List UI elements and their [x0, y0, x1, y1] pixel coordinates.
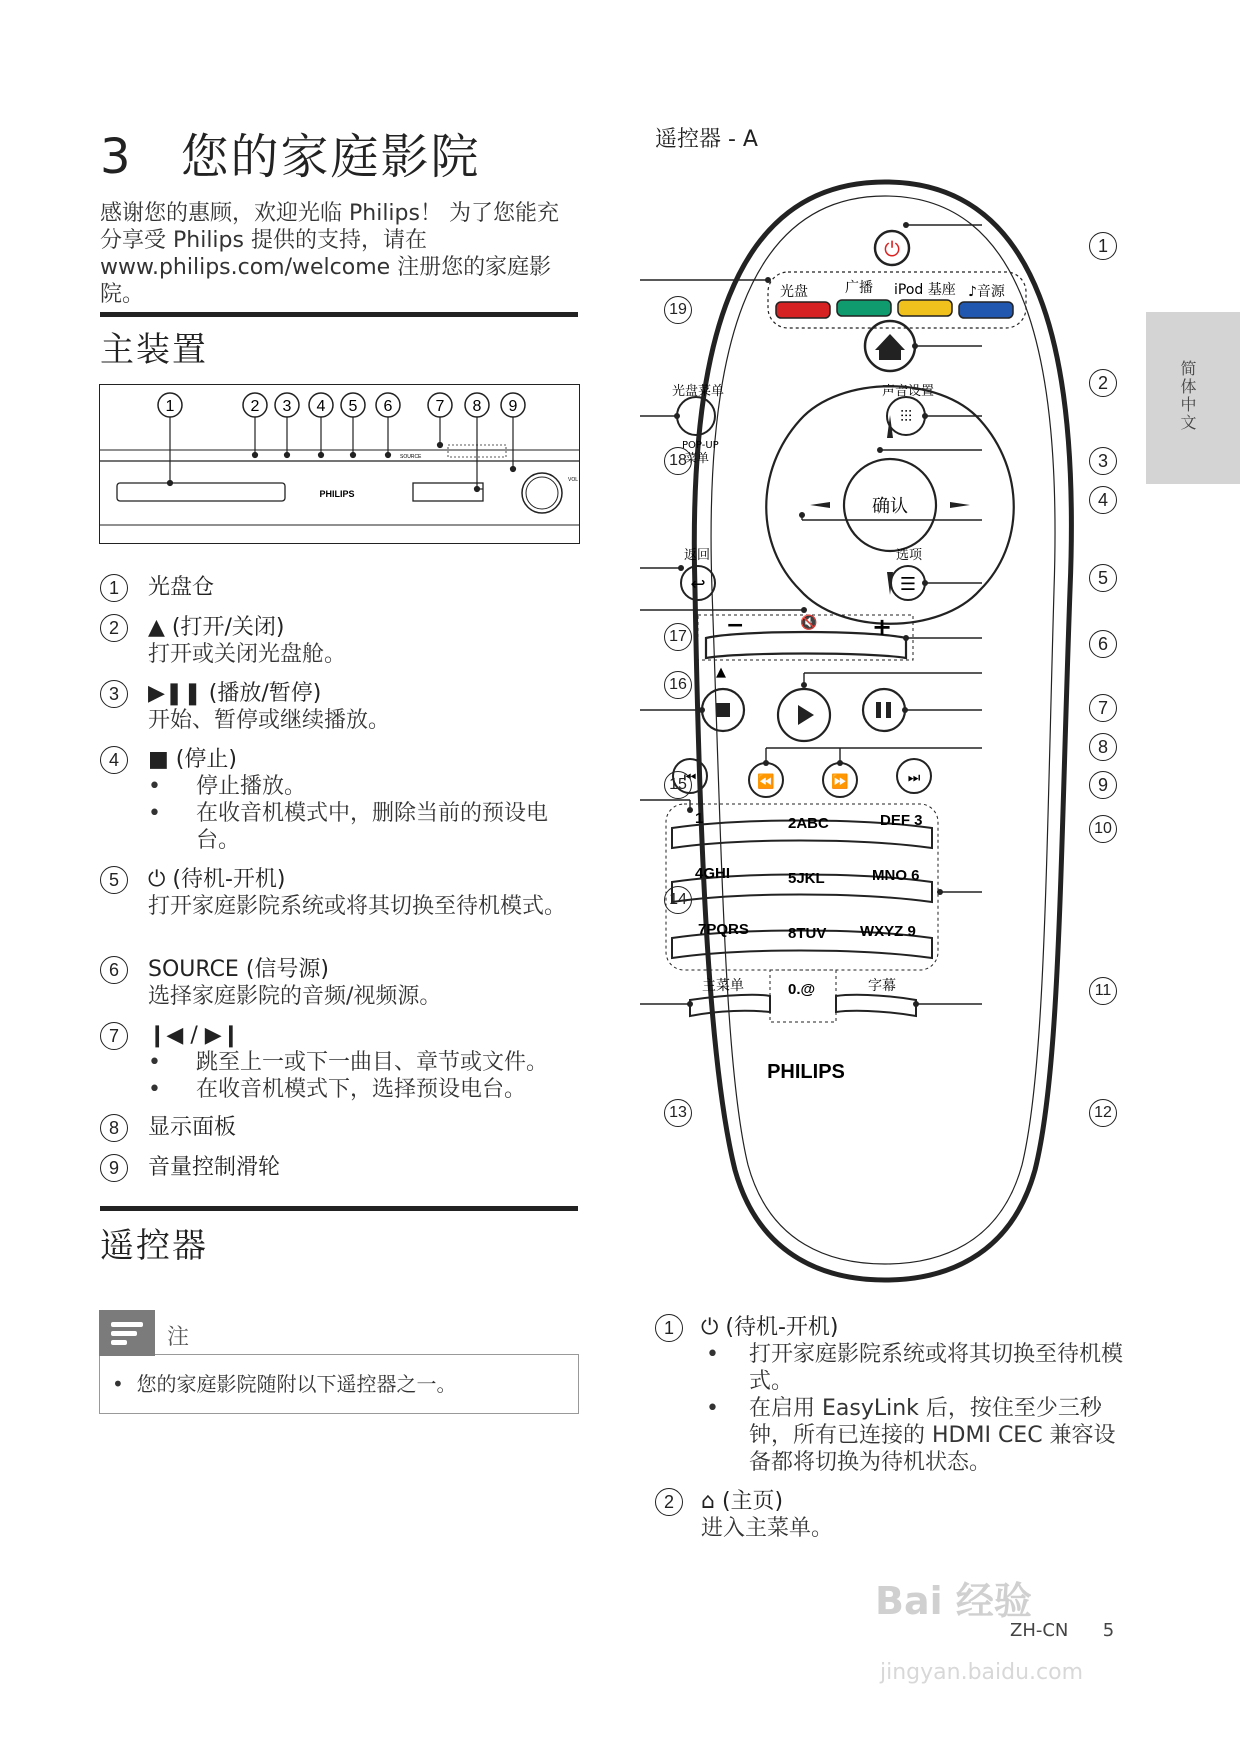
item-number: 9 [100, 1154, 128, 1182]
item-desc: 选择家庭影院的音频/视频源。 [148, 984, 442, 1009]
blue-button[interactable] [959, 302, 1013, 318]
key-6[interactable]: MNO 6 [872, 867, 920, 884]
callout-4: 4 [1089, 486, 1117, 514]
color-label-disc: 光盘 [780, 284, 808, 300]
callout-16: 16 [664, 671, 692, 699]
callout-5: 5 [1089, 564, 1117, 592]
callout-9: 9 [1089, 771, 1117, 799]
callout-19: 19 [664, 296, 692, 324]
footer-page: 5 [1102, 1620, 1115, 1641]
item-title: ▲ (打开/关闭) [148, 615, 285, 640]
volume-down-icon: − [726, 613, 745, 638]
stop-icon [716, 703, 730, 717]
page-footer [1010, 1620, 1114, 1641]
power-icon: ⏻ [884, 237, 900, 261]
remote-label: 遥控器 - A [655, 127, 758, 152]
item-title: 显示面板 [148, 1115, 237, 1140]
volume-up-icon: + [872, 613, 893, 641]
svg-text:5: 5 [348, 398, 358, 415]
pause-icon [886, 702, 891, 718]
item-desc: 打开或关闭光盘舱。 [148, 642, 347, 667]
main-unit-diagram [99, 384, 580, 544]
main-unit-item [100, 746, 580, 854]
item-number: 8 [100, 1114, 128, 1142]
main-unit-item [100, 1114, 580, 1141]
key-9[interactable]: WXYZ 9 [860, 923, 916, 940]
item-title: ■ (停止) [148, 747, 237, 772]
item-desc: 进入主菜单。 [701, 1516, 834, 1541]
key-8[interactable]: 8TUV [788, 925, 827, 942]
callout-3: 3 [1089, 447, 1117, 475]
red-button[interactable] [776, 302, 830, 318]
popup-label: POP-UP [682, 440, 719, 451]
key-4[interactable]: 4GHI [695, 865, 731, 882]
home-menu-label: 主菜单 [702, 978, 744, 994]
item-number: 3 [100, 680, 128, 708]
main-unit-item [100, 1154, 580, 1181]
footer-lang: ZH-CN [1010, 1620, 1069, 1641]
svg-text:1: 1 [165, 398, 175, 415]
disc-menu-label: 光盘菜单 [672, 384, 725, 399]
svg-text:9: 9 [508, 398, 518, 415]
green-button[interactable] [837, 300, 891, 316]
subtitle-label: 字幕 [868, 978, 896, 994]
note-text: 您的家庭影院随附以下遥控器之一。 [136, 1372, 457, 1396]
section-title-remote: 遥控器 [100, 1226, 208, 1266]
item-bullet: • 在收音机模式下，选择预设电台。 [148, 1076, 580, 1103]
item-number: 2 [100, 614, 128, 642]
note-box [99, 1310, 579, 1414]
item-number: 6 [100, 956, 128, 984]
chapter-title: 您的家庭影院 [180, 129, 481, 185]
item-title: ⏻ (待机-开机) [701, 1315, 839, 1340]
item-number: 7 [100, 1022, 128, 1050]
svg-text:4: 4 [316, 398, 326, 415]
item-desc: 打开家庭影院系统或将其切换至待机模式。 [148, 894, 567, 919]
key-3[interactable]: DEF 3 [880, 812, 923, 829]
item-bullet: • 在收音机模式中，删除当前的预设电台。 [148, 800, 580, 854]
svg-text:8: 8 [472, 398, 482, 415]
callout-15: 15 [664, 771, 692, 799]
svg-text:6: 6 [383, 398, 393, 415]
item-bullet: • 在启用 EasyLink 后，按住至少三秒钟，所有已连接的 HDMI CEC 兼容设备都将切换为待机状态。 [701, 1395, 1135, 1476]
color-label-source: ♪音源 [968, 284, 1005, 300]
callout-14: 14 [664, 886, 692, 914]
watermark-url: jingyan.baidu.com [880, 1660, 1084, 1685]
main-unit-item [100, 1022, 580, 1103]
item-number: 1 [655, 1314, 683, 1342]
section-rule [100, 312, 578, 317]
key-5[interactable]: 5JKL [788, 870, 825, 887]
popup-menu-label: 菜单 [685, 451, 710, 465]
item-title: SOURCE (信号源) [148, 957, 329, 982]
key-0[interactable]: 0.@ [788, 981, 816, 998]
note-body: • 您的家庭影院随附以下遥控器之一。 [99, 1354, 579, 1414]
ok-label: 确认 [872, 496, 908, 517]
language-tab-label: 简体中文 [1178, 360, 1197, 432]
callout-1: 1 [1089, 232, 1117, 260]
main-unit-item [100, 956, 580, 1010]
item-title: ⏻ (待机-开机) [148, 867, 286, 892]
chapter-heading [100, 118, 481, 187]
callout-17: 17 [664, 623, 692, 651]
back-label: 返回 [684, 548, 711, 563]
section-rule [100, 1206, 578, 1211]
callout-10: 10 [1089, 815, 1117, 843]
note-icon [99, 1310, 155, 1356]
back-icon: ↩ [690, 574, 706, 595]
color-label-ipod: iPod 基座 [894, 282, 956, 298]
color-label-radio: 广播 [845, 280, 873, 296]
item-title: ⌂ (主页) [701, 1489, 784, 1514]
item-title: 音量控制滑轮 [148, 1155, 281, 1180]
svg-text:7: 7 [435, 398, 445, 415]
watermark-logo: Bai 经验 [875, 1579, 1032, 1623]
rewind-icon: ⏪ [757, 774, 775, 790]
eject-icon: ▲ [716, 665, 726, 680]
item-bullet: • 打开家庭影院系统或将其切换至待机模式。 [701, 1341, 1135, 1395]
next-icon: ⏭ [907, 770, 921, 786]
item-bullet: • 跳至上一或下一曲目、章节或文件。 [148, 1049, 580, 1076]
callout-7: 7 [1089, 694, 1117, 722]
diagram-brand: PHILIPS [319, 489, 355, 499]
remote-item [655, 1488, 1135, 1542]
key-7[interactable]: 7PQRS [698, 921, 749, 938]
main-unit-item [100, 680, 580, 734]
main-unit-item [100, 866, 580, 920]
mute-icon: 🔇 [800, 615, 818, 631]
key-1[interactable]: 1 [695, 810, 704, 827]
item-bullet: • 停止播放。 [148, 773, 580, 800]
diagram-vol-label: VOL [568, 477, 579, 483]
svg-text:2: 2 [250, 398, 260, 415]
svg-text:3: 3 [282, 398, 292, 415]
callout-8: 8 [1089, 733, 1117, 761]
main-unit-drawing [100, 385, 579, 543]
language-tab [1146, 312, 1240, 484]
prev-icon: ⏮ [683, 770, 697, 786]
callout-6: 6 [1089, 630, 1117, 658]
equalizer-icon: ⫶⫶⫶ [899, 407, 913, 426]
item-number: 1 [100, 574, 128, 602]
options-icon: ☰ [899, 574, 917, 595]
item-number: 5 [100, 866, 128, 894]
callout-13: 13 [664, 1099, 692, 1127]
forward-icon: ⏩ [831, 774, 849, 790]
callout-11: 11 [1089, 977, 1117, 1005]
main-unit-item [100, 574, 580, 601]
item-title: 光盘仓 [148, 575, 215, 600]
diagram-source-label: SOURCE [400, 454, 422, 460]
remote-brand: PHILIPS [767, 1061, 845, 1083]
key-2[interactable]: 2ABC [788, 815, 829, 832]
sound-settings-label: 声音设置 [882, 384, 935, 399]
callout-2: 2 [1089, 369, 1117, 397]
item-title: ❙◀ / ▶❙ [148, 1023, 241, 1048]
remote-item [655, 1314, 1135, 1476]
note-title: 注 [167, 1325, 190, 1350]
section-title-main-unit: 主装置 [100, 330, 208, 370]
item-title: ▶❚❚ (播放/暂停) [148, 681, 322, 706]
main-unit-item [100, 614, 580, 668]
remote-diagram [640, 170, 1140, 1300]
chapter-number: 3 [100, 129, 133, 185]
intro-paragraph: 感谢您的惠顾，欢迎光临 Philips！ 为了您能充分享受 Philips 提供的支持，请在 www.philips.com/welcome 注册您的家庭影院。 [100, 201, 559, 307]
item-number: 2 [655, 1488, 683, 1516]
options-label: 选项 [896, 548, 923, 563]
item-desc: 开始、暂停或继续播放。 [148, 708, 391, 733]
yellow-button[interactable] [898, 300, 952, 316]
item-number: 4 [100, 746, 128, 774]
callout-12: 12 [1089, 1099, 1117, 1127]
callout-18: 18 [664, 447, 692, 475]
